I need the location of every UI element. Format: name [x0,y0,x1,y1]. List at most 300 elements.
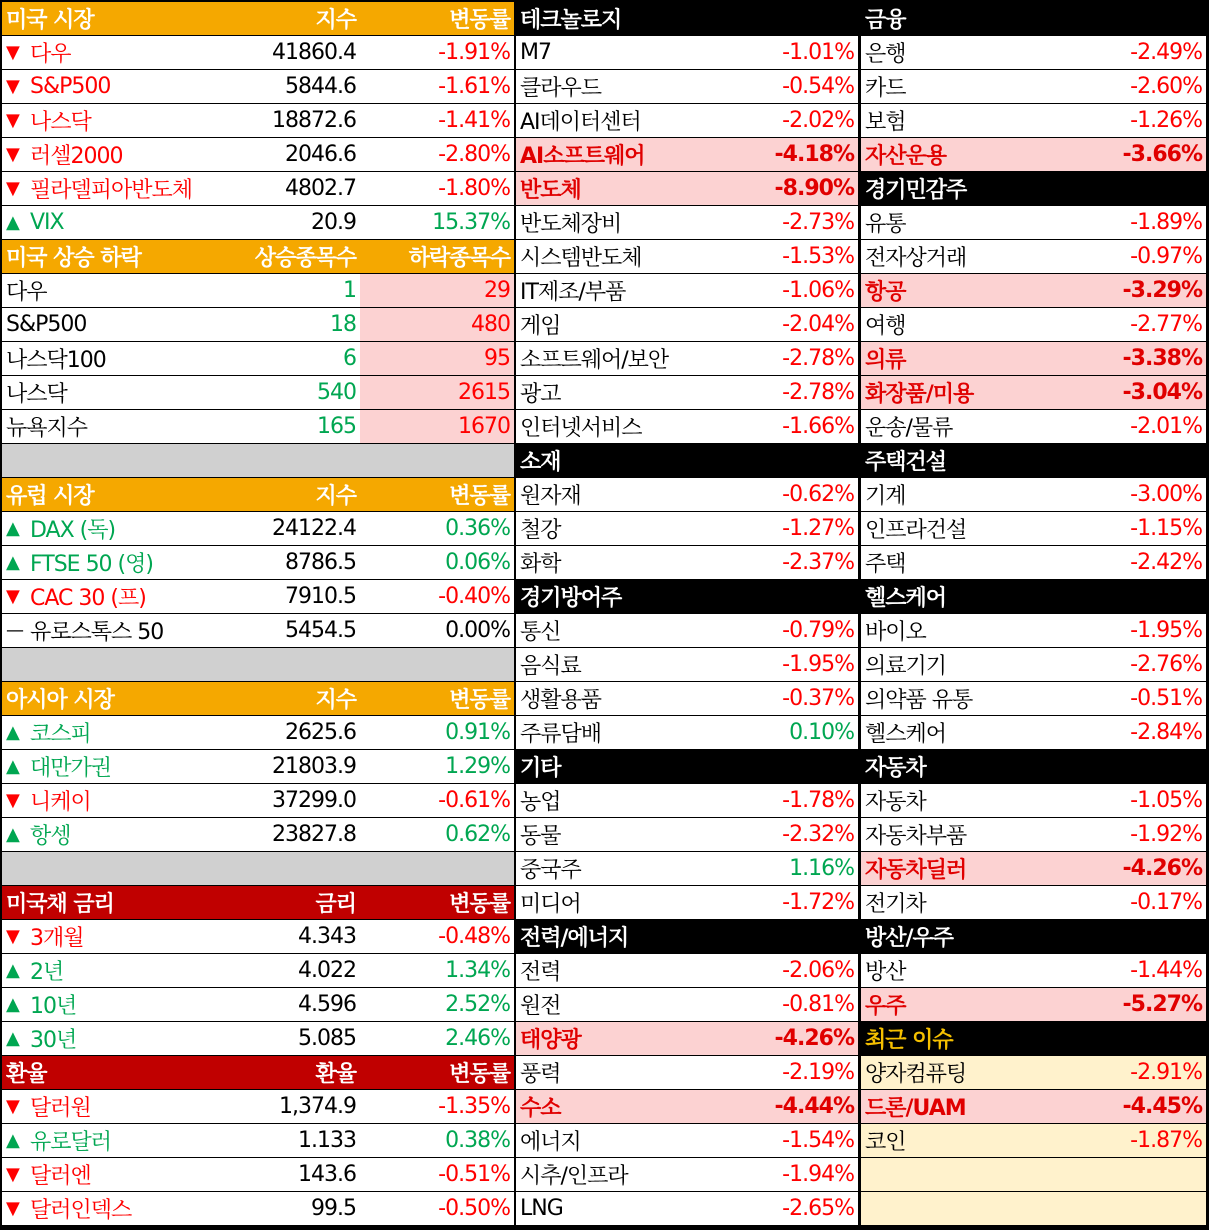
sector-change: -0.37% [782,686,854,711]
asia_market-header [2,682,514,716]
sector-group-header [861,580,1206,614]
sector-group-title: 기타 [520,756,561,781]
index-change: -0.51% [438,1162,510,1187]
index-name-label: DAX (독) [30,518,116,543]
sector-group-title: 테크놀로지 [520,8,622,33]
index-name [2,1124,230,1157]
index-name [2,988,230,1021]
sector-name: 코인 [865,1130,906,1155]
flat-dash-icon: — [6,620,23,641]
sector-name: 시스템반도체 [520,246,642,271]
index-name-label: 유로달러 [30,1130,112,1155]
index-change: 2.52% [445,992,510,1017]
down-arrow-icon: ▼ [6,144,19,165]
sector-change: -2.60% [1130,74,1202,99]
sector-group-title: 방산/우주 [865,926,954,951]
sector-name: 의료기기 [865,654,947,679]
index-name [2,784,230,817]
index-name-label: 유로스톡스 50 [30,620,164,645]
sector-name: 바이오 [865,620,926,645]
sector-change: -2.76% [1130,652,1202,677]
sector-change: -1.27% [782,516,854,541]
index-name-label: 30년 [30,1028,77,1053]
index-value: 2046.6 [285,142,356,167]
sector-row [516,614,858,648]
index-change: 0.91% [445,720,510,745]
sector-row [861,648,1206,682]
fx-row [2,1192,514,1226]
us_market-row [2,172,514,206]
breadth-row [2,274,514,308]
sector-row [516,954,858,988]
column-header: 지수 [315,8,356,33]
index-value: 7910.5 [285,584,356,609]
sector-name: 철강 [520,518,561,543]
index-value: 2625.6 [285,720,356,745]
sector-row [516,308,858,342]
sector-name: 자동차 [865,790,926,815]
spacer-row [2,444,514,478]
column-header: 변동률 [449,1062,510,1087]
index-value: 99.5 [311,1196,356,1221]
sector-name: 기계 [865,484,906,509]
sector-change: -0.97% [1130,244,1202,269]
us_bond-header [2,886,514,920]
breadth-name: 나스닥100 [6,348,106,373]
sector-change: -1.95% [782,652,854,677]
down-arrow-icon: ▼ [6,178,19,199]
sector-change: -4.18% [774,142,854,167]
sector-change: -2.06% [782,958,854,983]
us_bond-row [2,920,514,954]
section-title: 미국채 금리 [6,892,114,917]
sector-change: -4.45% [1122,1094,1202,1119]
sector-change: -4.26% [1122,856,1202,881]
sector-group-title: 소재 [520,450,561,475]
index-change: 1.34% [445,958,510,983]
decliners-count: 2615 [360,376,514,409]
decliners-count: 1670 [360,410,514,443]
index-value: 4802.7 [285,176,356,201]
sector-group-header [516,580,858,614]
sector-row [861,1056,1206,1090]
sector-row [861,376,1206,410]
sector-name: 동물 [520,824,561,849]
sector-name: 생활용품 [520,688,602,713]
sector-change: -2.65% [782,1196,854,1221]
sector-name: 미디어 [520,892,581,917]
index-name [2,954,230,987]
advancers-count: 1 [343,278,356,303]
sector-change: -1.05% [1130,788,1202,813]
sector-name: 태양광 [520,1028,581,1053]
sector-name: 자동차부품 [865,824,967,849]
spacer-row [2,648,514,682]
index-name-label: 필라델피아반도체 [30,178,193,203]
sector-name: 음식료 [520,654,581,679]
sector-change: -5.27% [1122,992,1202,1017]
fx-row [2,1124,514,1158]
sector-group-header [516,2,858,36]
index-name-label: 달러엔 [30,1164,91,1189]
asia_market-row [2,784,514,818]
index-change: 0.36% [445,516,510,541]
sector-name: AI소프트웨어 [520,144,645,169]
us_market-row [2,206,514,240]
index-name [2,36,230,69]
sector-change: -2.02% [782,108,854,133]
sector-change: -1.01% [782,40,854,65]
sector-row [516,206,858,240]
sector-name: 소프트웨어/보안 [520,348,669,373]
sector-change: -1.87% [1130,1128,1202,1153]
sector-group-header [516,920,858,954]
sector-row [861,410,1206,444]
up-arrow-icon: ▲ [6,756,19,777]
sector-name: 자산운용 [865,144,947,169]
index-change: -1.41% [438,108,510,133]
sector-name: 원자재 [520,484,581,509]
index-value: 8786.5 [285,550,356,575]
index-change: -0.40% [438,584,510,609]
index-name [2,580,230,613]
index-name [2,1192,230,1225]
sector-name: 의약품 유통 [865,688,973,713]
up-arrow-icon: ▲ [6,722,19,743]
sector-row [516,546,858,580]
sector-change: -2.77% [1130,312,1202,337]
section-title: 환율 [6,1062,47,1087]
index-change: -0.50% [438,1196,510,1221]
us_market-row [2,36,514,70]
index-name [2,206,230,239]
up-arrow-icon: ▲ [6,1028,19,1049]
index-value: 18872.6 [272,108,356,133]
sector-change: -0.51% [1130,686,1202,711]
sector-change: -2.91% [1130,1060,1202,1085]
sector-row [861,784,1206,818]
section-title: 유럽 시장 [6,484,94,509]
empty-row [861,1158,1206,1192]
sector-change: -1.92% [1130,822,1202,847]
sector-change: -2.78% [782,346,854,371]
sector-change: -1.15% [1130,516,1202,541]
sector-row [516,1124,858,1158]
sector-name: 운송/물류 [865,416,953,441]
sector-change: -1.78% [782,788,854,813]
sector-change: -0.54% [782,74,854,99]
sector-change: -3.29% [1122,278,1202,303]
sector-name: 광고 [520,382,561,407]
sector-name: 시추/인프라 [520,1164,628,1189]
up-arrow-icon: ▲ [6,824,19,845]
eu_market-header [2,478,514,512]
sector-name: LNG [520,1196,563,1221]
sector-name: 반도체 [520,178,581,203]
sector-change: -1.66% [782,414,854,439]
asia_market-row [2,716,514,750]
index-name-label: 나스닥 [30,110,91,135]
sector-row [861,240,1206,274]
breadth-name: S&P500 [6,312,87,337]
fx-header [2,1056,514,1090]
index-value: 1,374.9 [279,1094,356,1119]
sector-change: -3.38% [1122,346,1202,371]
sector-change: -1.26% [1130,108,1202,133]
sector-name: 방산 [865,960,906,985]
us_bond-row [2,988,514,1022]
sector-change: -3.66% [1122,142,1202,167]
decliners-count: 29 [360,274,514,307]
us_market-row [2,104,514,138]
sector-change: -1.54% [782,1128,854,1153]
index-name [2,104,230,137]
sector-row [516,240,858,274]
sector-name: AI데이터센터 [520,110,641,135]
down-arrow-icon: ▼ [6,42,19,63]
breadth-name: 뉴욕지수 [6,416,88,441]
up-arrow-icon: ▲ [6,552,19,573]
index-change: -2.80% [438,142,510,167]
eu_market-row [2,546,514,580]
sector-group-title: 경기민감주 [865,178,967,203]
sector-row [861,206,1206,240]
us_market-header [2,2,514,36]
index-name-label: 다우 [30,42,71,67]
sector-name: 주택 [865,552,906,577]
sector-row [861,104,1206,138]
sector-row [861,1090,1206,1124]
up-arrow-icon: ▲ [6,518,19,539]
sector-row [861,70,1206,104]
sector-row [861,342,1206,376]
index-name [2,70,230,103]
sector-group-header [516,444,858,478]
index-name [2,920,230,953]
index-name-label: 달러인덱스 [30,1198,132,1223]
breadth-name: 나스닥 [6,382,67,407]
index-name [2,818,230,851]
eu_market-row [2,614,514,648]
sector-change: -0.62% [782,482,854,507]
up-arrow-icon: ▲ [6,994,19,1015]
breadth-row [2,410,514,444]
sector-change: -2.04% [782,312,854,337]
sector-change: -2.42% [1130,550,1202,575]
sector-row [516,104,858,138]
sector-name: 카드 [865,76,906,101]
sector-group-title: 헬스케어 [865,586,947,611]
sector-row [516,512,858,546]
sector-row [516,784,858,818]
index-name-label: FTSE 50 (영) [30,552,153,577]
sector-group-header [861,1022,1206,1056]
asia_market-row [2,750,514,784]
column-header: 지수 [315,484,356,509]
sector-row [861,886,1206,920]
index-change: 2.46% [445,1026,510,1051]
sector-change: -1.44% [1130,958,1202,983]
index-name [2,1022,230,1055]
sector-row [516,138,858,172]
sector-change: 0.10% [789,720,854,745]
sector-row [516,682,858,716]
sector-change: -1.89% [1130,210,1202,235]
index-value: 5.085 [298,1026,356,1051]
index-name-label: 3개월 [30,926,84,951]
sector-row [516,1192,858,1226]
section-title: 미국 상승 하락 [6,246,141,271]
empty-row [861,1192,1206,1226]
advancers-count: 6 [343,346,356,371]
sector-name: 통신 [520,620,561,645]
sector-group-title: 최근 이슈 [865,1028,953,1053]
index-name [2,716,230,749]
sector-change: -1.72% [782,890,854,915]
sector-change: -4.26% [774,1026,854,1051]
right-column [861,2,1206,1226]
sector-row [861,852,1206,886]
sector-group-title: 자동차 [865,756,926,781]
column-header: 하락종목수 [408,246,510,271]
asia_market-row [2,818,514,852]
sector-row [861,308,1206,342]
sector-name: 클라우드 [520,76,602,101]
column-header: 변동률 [449,688,510,713]
sector-row [516,716,858,750]
index-name-label: 러셀2000 [30,144,123,169]
column-header: 변동률 [449,484,510,509]
index-name-label: 대만가권 [30,756,112,781]
sector-row [861,818,1206,852]
index-name [2,512,230,545]
sector-change: -2.01% [1130,414,1202,439]
down-arrow-icon: ▼ [6,110,19,131]
sector-row [516,478,858,512]
advancers-count: 165 [317,414,356,439]
index-name [2,614,230,647]
index-name [2,546,230,579]
sector-row [861,682,1206,716]
index-name-label: 항셍 [30,824,71,849]
index-name-label: VIX [30,210,64,235]
sector-row [861,36,1206,70]
index-value: 4.022 [298,958,356,983]
index-name [2,172,230,205]
index-name-label: S&P500 [30,74,111,99]
sector-name: 전자상거래 [865,246,967,271]
index-change: 0.06% [445,550,510,575]
index-change: 1.29% [445,754,510,779]
down-arrow-icon: ▼ [6,586,19,607]
index-name-label: 2년 [30,960,64,985]
sector-group-header [861,444,1206,478]
sector-change: -1.06% [782,278,854,303]
up-arrow-icon: ▲ [6,212,19,233]
index-change: -1.91% [438,40,510,65]
sector-row [516,376,858,410]
sector-row [516,172,858,206]
index-change: 0.62% [445,822,510,847]
advancers-count: 540 [317,380,356,405]
sector-group-title: 전력/에너지 [520,926,629,951]
index-change: -0.61% [438,788,510,813]
sector-change: -0.17% [1130,890,1202,915]
sector-row [516,648,858,682]
sector-row [861,274,1206,308]
sector-change: -3.00% [1130,482,1202,507]
sector-row [516,852,858,886]
column-header: 상승종목수 [254,246,356,271]
column-header: 지수 [315,688,356,713]
us_bond-row [2,954,514,988]
sector-name: 자동차딜러 [865,858,967,883]
sector-name: 원전 [520,994,561,1019]
index-value: 1.133 [298,1128,356,1153]
column-header: 변동률 [449,8,510,33]
sector-name: 주류담배 [520,722,602,747]
sector-change: -0.81% [782,992,854,1017]
sector-name: 헬스케어 [865,722,947,747]
index-change: -1.35% [438,1094,510,1119]
sector-row [516,988,858,1022]
sector-row [516,342,858,376]
sector-change: -2.84% [1130,720,1202,745]
index-name [2,1158,230,1191]
sector-row [516,1022,858,1056]
index-name-label: 코스피 [30,722,91,747]
sector-name: 은행 [865,42,906,67]
column-header: 변동률 [449,892,510,917]
index-change: -1.80% [438,176,510,201]
sector-row [861,614,1206,648]
sector-change: -2.78% [782,380,854,405]
sector-name: 화학 [520,552,561,577]
sector-row [861,988,1206,1022]
sector-row [516,886,858,920]
sector-group-header [861,2,1206,36]
sector-change: -0.79% [782,618,854,643]
down-arrow-icon: ▼ [6,1164,19,1185]
sector-change: -3.04% [1122,380,1202,405]
sector-group-header [516,750,858,784]
index-change: 15.37% [432,210,510,235]
sector-group-header [861,750,1206,784]
sector-row [516,410,858,444]
sector-change: -2.49% [1130,40,1202,65]
sector-row [516,1158,858,1192]
us_market-row [2,70,514,104]
sector-name: 보험 [865,110,906,135]
sector-row [516,818,858,852]
sector-name: 풍력 [520,1062,561,1087]
us_market-row [2,138,514,172]
sector-change: -4.44% [774,1094,854,1119]
sector-change: -2.73% [782,210,854,235]
sector-name: 유통 [865,212,906,237]
index-value: 5844.6 [285,74,356,99]
sector-group-title: 주택건설 [865,450,947,475]
sector-name: 전기차 [865,892,926,917]
index-change: -1.61% [438,74,510,99]
eu_market-row [2,512,514,546]
index-name [2,1090,230,1123]
index-name [2,138,230,171]
sector-row [516,36,858,70]
index-value: 4.343 [298,924,356,949]
index-name-label: 10년 [30,994,77,1019]
us_breadth-header [2,240,514,274]
